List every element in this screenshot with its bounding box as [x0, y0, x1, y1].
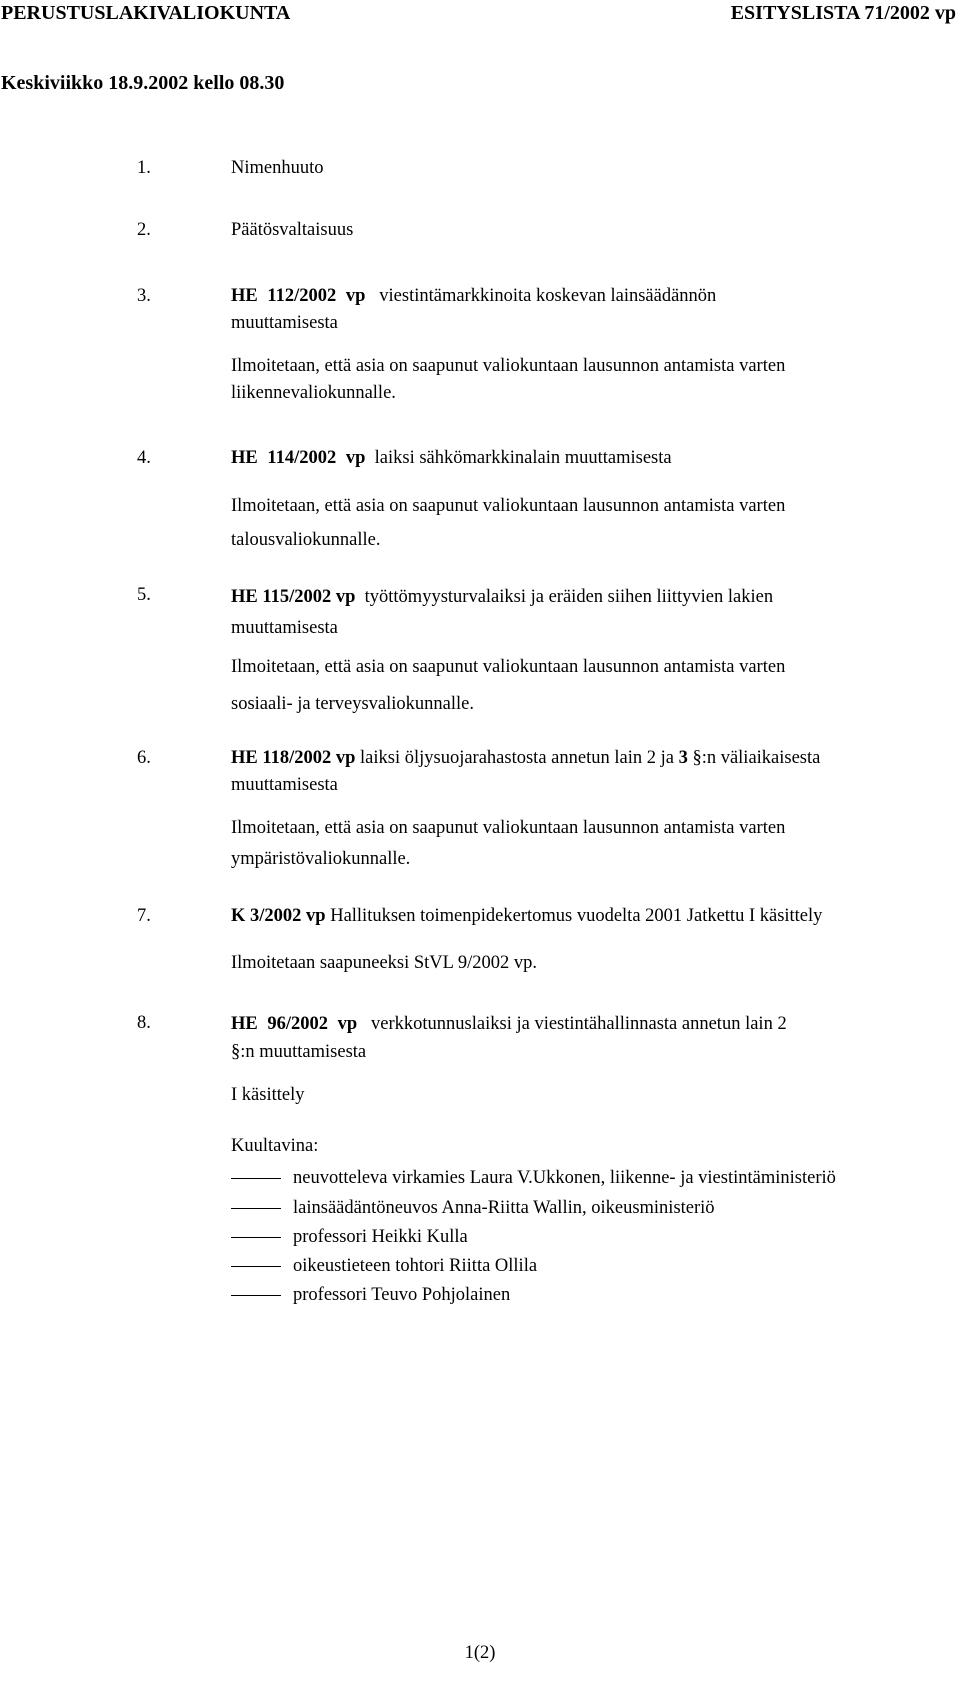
dash-icon — [231, 1295, 281, 1296]
heard-person — [231, 1282, 951, 1309]
item-title-text-2: §:n muuttamisesta — [231, 1042, 367, 1062]
item-note-line-2: sosiaali- ja terveysvaliokunnalle. — [231, 694, 474, 714]
page-header — [0, 0, 960, 26]
heard-person-text: lainsäädäntöneuvos Anna-Riitta Wallin, oikeusministeriö — [293, 1198, 715, 1218]
item-note-line-2: liikennevaliokunnalle. — [231, 383, 396, 403]
item-reference: HE 96/2002 vp — [231, 1014, 358, 1034]
item-title-text: laiksi öljysuojarahastosta annetun lain 2 ja — [360, 748, 674, 768]
item-title: Nimenhuuto — [231, 158, 324, 178]
item-number: 5. — [137, 585, 151, 605]
item-title — [231, 283, 931, 337]
item-note — [231, 489, 931, 557]
heard-person — [231, 1195, 951, 1222]
item-title — [231, 745, 931, 799]
item-title-text: laiksi sähkömarkkinalain muuttamisesta — [374, 448, 672, 468]
dash-icon — [231, 1266, 281, 1267]
committee-name: PERUSTUSLAKIVALIOKUNTA — [1, 2, 291, 24]
item-reference: HE 114/2002 vp — [231, 448, 366, 468]
item-note — [231, 950, 931, 977]
item-title — [231, 1010, 931, 1066]
meeting-datetime: Keskiviikko 18.9.2002 kello 08.30 — [1, 72, 285, 94]
item-number: 3. — [137, 286, 151, 306]
item-reference: HE 115/2002 vp — [231, 587, 356, 607]
item-note-line-1: Ilmoitetaan, että asia on saapunut valiokuntaan lausunnon antamista varten — [231, 657, 786, 677]
dash-icon — [231, 1237, 281, 1238]
item-note: I käsittely — [231, 1085, 305, 1105]
item-reference: K 3/2002 vp — [231, 906, 326, 926]
item-number: 7. — [137, 906, 151, 926]
item-title-text-2: muuttamisesta — [231, 775, 338, 795]
item-title-text: verkkotunnuslaiksi ja viestintähallinnasta annetun lain 2 — [371, 1014, 787, 1034]
item-title-text-b: §:n väliaikaisesta — [692, 748, 821, 768]
heard-person-text: neuvotteleva virkamies Laura V.Ukkonen, liikenne- ja viestintäministeriö — [293, 1168, 836, 1188]
item-title-text: työttömyysturvalaiksi ja eräiden siihen liittyvien lakien — [364, 587, 774, 607]
item-note-line-1: Ilmoitetaan saapuneeksi StVL 9/2002 vp. — [231, 953, 538, 973]
agenda-number: ESITYSLISTA 71/2002 vp — [730, 2, 956, 24]
heard-person-text: professori Heikki Kulla — [293, 1227, 468, 1247]
item-title-text-2: muuttamisesta — [231, 618, 338, 638]
item-note-line-2: ympäristövaliokunnalle. — [231, 849, 411, 869]
item-title-text-2: muuttamisesta — [231, 313, 338, 333]
dash-icon — [231, 1208, 281, 1209]
item-note-line-1: Ilmoitetaan, että asia on saapunut valiokuntaan lausunnon antamista varten — [231, 818, 786, 838]
item-title — [231, 582, 931, 644]
item-title — [231, 903, 931, 930]
item-reference: HE 118/2002 vp — [231, 748, 356, 768]
item-reference: HE 112/2002 vp — [231, 286, 366, 306]
heard-person-text: oikeustieteen tohtori Riitta Ollila — [293, 1256, 538, 1276]
page-number: 1(2) — [464, 1643, 496, 1663]
item-title-bold: 3 — [678, 748, 688, 768]
item-title — [231, 445, 931, 472]
item-note-line-2: talousvaliokunnalle. — [231, 530, 381, 550]
item-note — [231, 813, 931, 875]
item-title-text: Hallituksen toimenpidekertomus vuodelta 2001 Jatkettu I käsittely — [330, 906, 823, 926]
heard-person — [231, 1165, 951, 1192]
item-number: 8. — [137, 1013, 151, 1033]
heard-person-text: professori Teuvo Pohjolainen — [293, 1285, 511, 1305]
dash-icon — [231, 1178, 281, 1179]
item-title: Päätösvaltaisuus — [231, 220, 354, 240]
item-note — [231, 353, 931, 407]
item-title-text: viestintämarkkinoita koskevan lainsäädännön — [379, 286, 717, 306]
item-number: 6. — [137, 748, 151, 768]
item-number: 1. — [137, 158, 151, 178]
heard-person — [231, 1224, 951, 1251]
item-note-line-1: Ilmoitetaan, että asia on saapunut valiokuntaan lausunnon antamista varten — [231, 356, 786, 376]
item-note — [231, 649, 931, 723]
item-note-line-1: Ilmoitetaan, että asia on saapunut valiokuntaan lausunnon antamista varten — [231, 496, 786, 516]
item-number: 2. — [137, 220, 151, 240]
heard-person — [231, 1253, 951, 1280]
item-number: 4. — [137, 448, 151, 468]
heard-label: Kuultavina: — [231, 1136, 319, 1156]
